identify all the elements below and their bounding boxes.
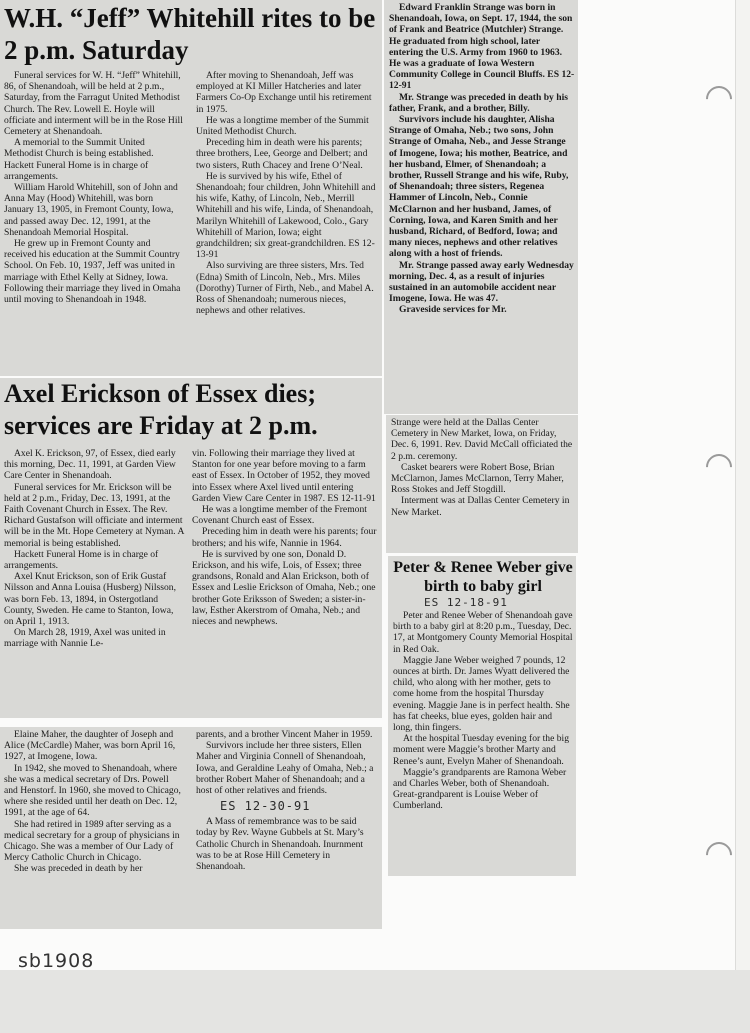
handwritten-date-note: ES 12-30-91 [220, 799, 311, 814]
scan-bottom-margin [0, 970, 750, 1033]
article-paragraph: On March 28, 1919, Axel was united in marriage with Nannie Le- [4, 627, 166, 650]
weber-birth-clipping [388, 556, 576, 876]
article-paragraph: He is survived by one son, Donald D. Erickson, and his wife, Lois, of Essex; three grandsons, Ronald and Alan Erickson, both of Essex and Leslie Erickson of Omaha, Neb.; one brother Gote Eriksson of Sweden; a sister-in-law, Esther Akerstrom of Omaha, Neb.; and nieces and newphews. [192, 548, 376, 628]
article-paragraph: Hackett Funeral Home is in charge of arrangements. [4, 548, 159, 572]
article-paragraph: William Harold Whitehill, son of John and Anna May (Hood) Whitehill, was born January 13, 1905, in Fremont County, Iowa, and passed away Dec. 12, 1991, at the Shenandoah Memorial Hospital. [4, 182, 178, 238]
erickson-column-2 [192, 448, 378, 627]
article-paragraph: Maggie Jane Weber weighed 7 pounds, 12 ounces at birth. Dr. James Wyatt delivered the child, who along with her mother, gets to come home from the hospital Thursday evening. Maggie Jane is in perfect health. She has fat cheeks, blue eyes, golden hair and long, thin fingers. [393, 654, 570, 734]
article-paragraph: Funeral services for W. H. “Jeff” Whitehill, 86, of Shenandoah, will be held at 2 p.m., Saturday, from the Farragut United Methodist Church. The Rev. Lowell E. Hoyle will officiate and interment will be in the Rose Hill Cemetery at Shenandoah. [4, 70, 183, 138]
whitehill-obituary-clipping [0, 0, 382, 376]
weber-column [393, 610, 573, 812]
article-paragraph: Mr. Strange was preceded in death by his father, Frank, and a brother, Billy. [389, 91, 568, 114]
article-paragraph: parents, and a brother Vincent Maher in 1959. [196, 729, 373, 740]
erickson-headline: Axel Erickson of Essex dies; services are Friday at 2 p.m. [4, 379, 318, 440]
article-paragraph: Survivors include his daughter, Alisha Strange of Omaha, Neb.; two sons, John Strange of Omaha, Neb., and Jesse Strange of Imogene, Iowa; his mother, Beatrice, and her husband, Elmer, of Shenandoah; a brother, Russell Strange and his wife, Ruby, of Shenandoah; three sisters, Regenea Hammer of Lincoln, Neb., Connie McClarnon and her husband, James, of Corning, Iowa, and Karen Smith and her husband, Richard, of Bedford, Iowa; and many nieces, nephews and other relatives along with a host of friends. [389, 114, 569, 260]
article-paragraph: In 1942, she moved to Shenandoah, where she was a medical secretary of Drs. Powell and Henstorf. In 1960, she moved to Chicago, where she resided until her death on Dec. 12, 1991, at the age of 64. [4, 762, 181, 819]
article-paragraph: Preceding him in death were his parents; three brothers, Lee, George and Delbert; and two sisters, Ruth Chacey and Irene O’Neal. [196, 137, 368, 171]
article-paragraph: Mr. Strange passed away early Wednesday morning, Dec. 4, as a result of injuries sustained in an automobile accident near Imogene, Iowa. He was 47. [389, 259, 574, 305]
erickson-obituary-clipping [0, 378, 382, 718]
article-paragraph: Peter and Renee Weber of Shenandoah gave birth to a baby girl at 8:20 p.m., Tuesday, Dec. 17, at Montgomery County Memorial Hospital in Red Oak. [393, 610, 573, 655]
article-paragraph: Also surviving are three sisters, Mrs. Ted (Edna) Smith of Lincoln, Neb., Mrs. Miles (Dorothy) Turner of Firth, Neb., and Mabel A. Ross of Shenandoah; numerous nieces, nephews and other relatives. [196, 260, 374, 317]
whitehill-headline: W.H. “Jeff” Whitehill rites to be 2 p.m. Saturday [4, 3, 376, 65]
whitehill-column-2 [196, 70, 378, 316]
article-paragraph: Funeral services for Mr. Erickson will be held at 2 p.m., Friday, Dec. 13, 1991, at the Faith Covenant Church in Essex. The Rev. Richard Gustafson will officiate and interment will be in the Mt. Hope Cemetery at Nyman. A memorial is being established. [4, 481, 184, 549]
article-paragraph: He grew up in Fremont County and received his education at the Summit Country School. On Feb. 10, 1937, Jeff was united in marriage with Ethel Kelly at Sidney, Iowa. Following their marriage they lived in Omaha until moving to Shenandoah in 1948. [4, 238, 181, 306]
article-paragraph: Graveside services for Mr. [399, 304, 507, 316]
article-paragraph: He was a longtime member of the Summit United Methodist Church. [196, 114, 369, 138]
maher-column-1 [4, 729, 184, 875]
article-paragraph: At the hospital Tuesday evening for the big moment were Maggie’s brother Marty and Renee’s aunt, Evelyn Maher of Shenandoah. [393, 733, 570, 767]
article-paragraph: Strange were held at the Dallas Center Cemetery in New Market, Iowa, on Friday, Dec. 6, 1991. Rev. David McCall officiated the 2 p.m. ceremony. [391, 417, 573, 462]
article-paragraph: A Mass of remembrance was to be said today by Rev. Wayne Gubbels at St. Mary’s Catholic Church in Shenandoah. Inurnment was to be at Rose Hill Cemetery in Shenandoah. [196, 816, 364, 873]
article-paragraph: Survivors include her three sisters, Ellen Maher and Virginia Connell of Shenandoah, Iowa, and Geraldine Leahy of Omaha, Neb.; a brother Robert Maher of Shenandoah; and a host of other relatives and friends. [196, 740, 374, 797]
strange-obituary-continued [386, 415, 578, 553]
article-paragraph: Interment was at Dallas Center Cemetery in New Market. [391, 495, 570, 518]
whitehill-column-1 [4, 70, 184, 305]
strange-continued-column [391, 417, 575, 518]
article-paragraph: Axel Knut Erickson, son of Erik Gustaf Nilsson and Anna Louisa (Husberg) Nilsson, was born Feb. 13, 1894, in Ostergotland County, Sweden. He came to Stanton, Iowa, on April 1, 1913. [4, 571, 176, 628]
article-paragraph: She was preceded in death by her [14, 863, 143, 875]
article-paragraph: Casket bearers were Robert Bose, Brian McClarnon, James McClarnon, Terry Maher, Ross Stokes and Jeff Stogdill. [391, 461, 564, 496]
article-paragraph: Axel K. Erickson, 97, of Essex, died early this morning, Dec. 11, 1991, at Garden View Care Center in Shenandoah. [4, 448, 176, 482]
article-paragraph: Preceding him in death were his parents; four brothers; and his wife, Nannie in 1964. [192, 526, 377, 549]
page-edge [735, 0, 750, 970]
article-paragraph: After moving to Shenandoah, Jeff was employed at KI Miller Hatcheries and later Farmers Co-Op Exchange until his retirement in 1975. [196, 70, 372, 115]
strange-column [389, 2, 575, 316]
maher-obituary-clipping [0, 727, 382, 929]
article-paragraph: Maggie’s grandparents are Ramona Weber and Charles Weber, both of Shenandoah. Great-grandparent is Louise Weber of Cumberland. [393, 766, 567, 812]
erickson-column-1 [4, 448, 184, 650]
handwritten-date-note: ES 12-18-91 [424, 596, 508, 609]
article-paragraph: He was a longtime member of the Fremont Covenant Church east of Essex. [192, 504, 367, 527]
weber-headline: Peter & Renee Weber give birth to baby girl [393, 559, 573, 595]
article-paragraph: He is survived by his wife, Ethel of Shenandoah; four children, John Whitehill and his wife, Kathy, of Lincoln, Neb., Merrill Whitehill and his wife, Linda, of Shenandoah, Marilyn Whitehill of Lakewood, Colo., Gary Whitehill of Marion, Iowa; eight grandchildren; six great-grandchildren. ES 12-13-91 [196, 170, 376, 261]
article-paragraph: She had retired in 1989 after serving as a medical secretary for a group of physicians in Chicago. She was a member of Our Lady of Mercy Catholic Church in Chicago. [4, 818, 180, 864]
article-paragraph: A memorial to the Summit United Methodist Church is being established. Hackett Funeral Home is in charge of arrangements. [4, 137, 154, 182]
article-paragraph: Edward Franklin Strange was born in Shenandoah, Iowa, on Sept. 17, 1944, the son of Frank and Beatrice (Mutchler) Strange. He graduated from high school, later entering the U.S. Army from 1960 to 1963. He was a graduate of Iowa Western Community College in Council Bluffs. ES 12-12-91 [389, 2, 575, 92]
pencil-page-code: sb1908 [18, 950, 95, 972]
article-paragraph: Elaine Maher, the daughter of Joseph and Alice (McCardle) Maher, was born April 16, 1927, at Imogene, Iowa. [4, 729, 176, 763]
maher-column-2 [196, 729, 378, 872]
article-paragraph: vin. Following their marriage they lived at Stanton for one year before moving to a farm east of Essex. In October of 1952, they moved into Essex where Axel lived until entering Garden View Care Center in 1987. ES 12-11-91 [192, 448, 376, 504]
strange-obituary-clipping [384, 0, 578, 414]
